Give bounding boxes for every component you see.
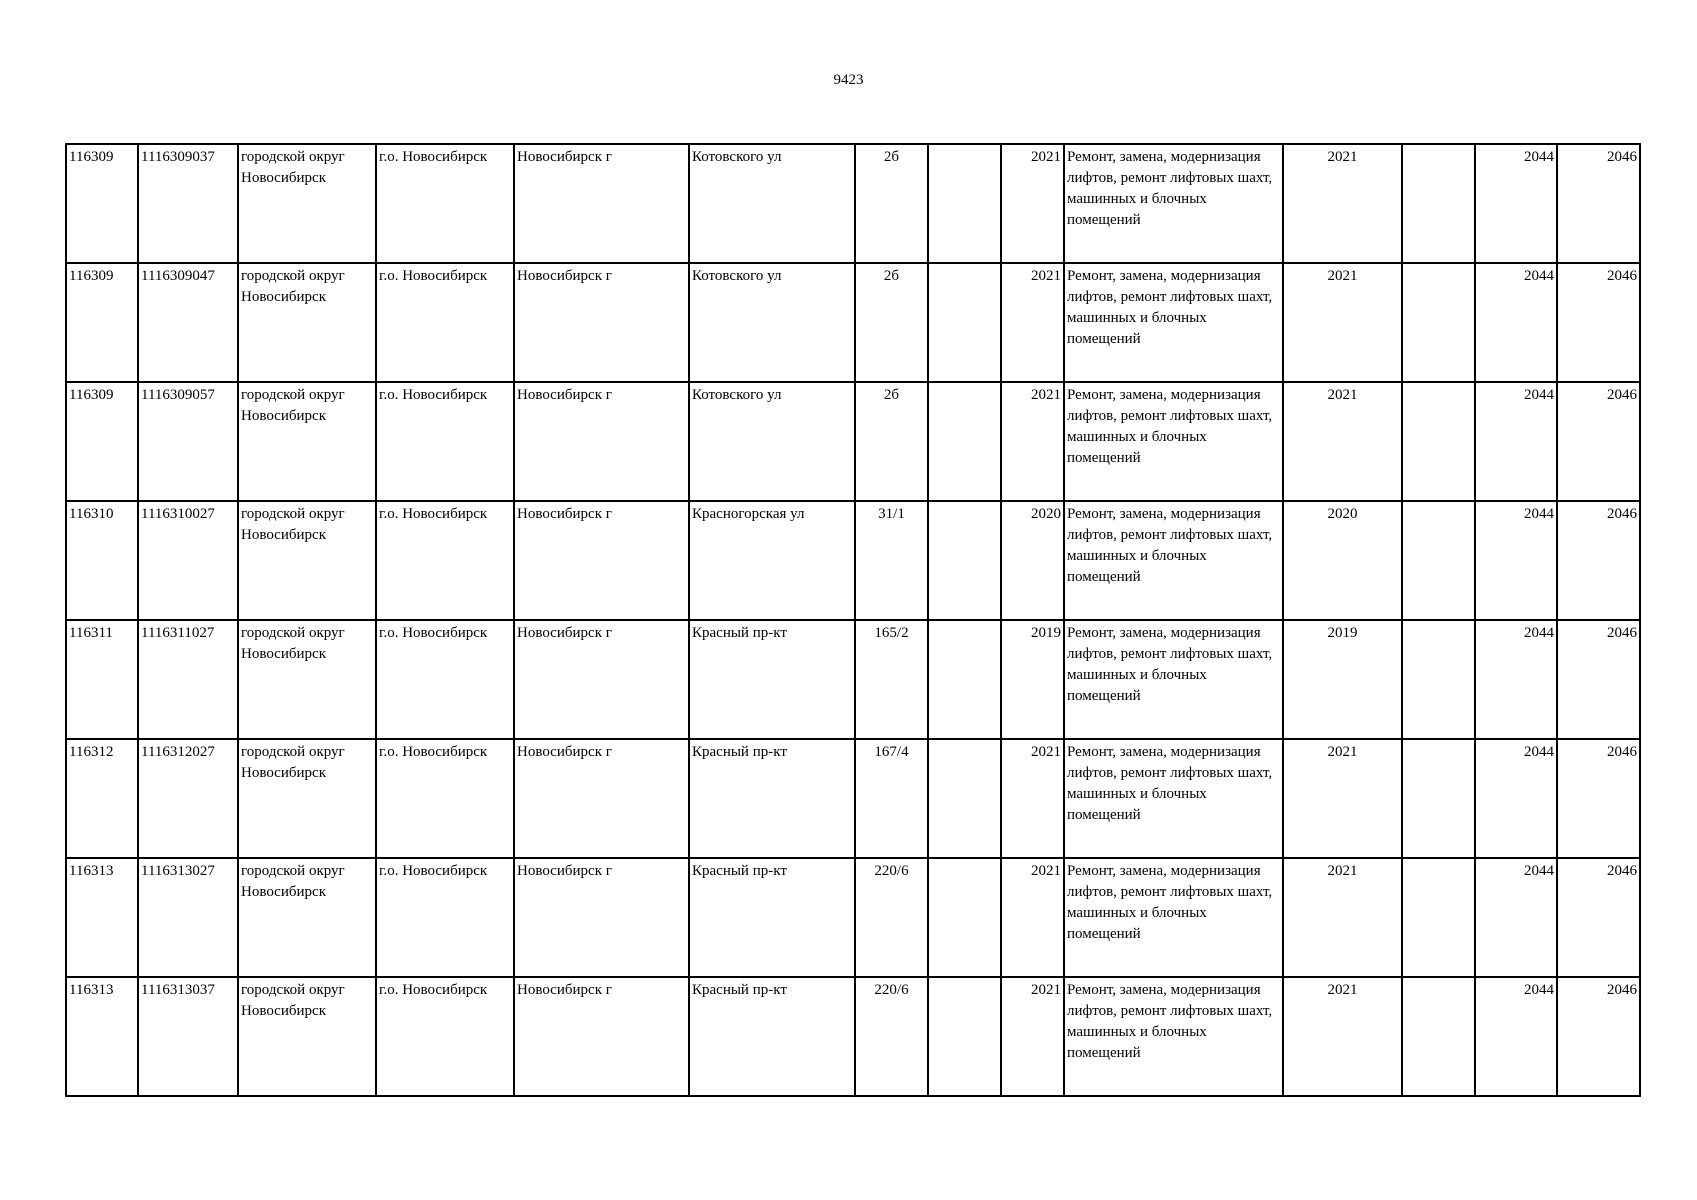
cell-year-work: 2020 bbox=[1283, 501, 1402, 620]
cell-city: Новосибирск г bbox=[514, 858, 689, 977]
cell-id: 116311 bbox=[66, 620, 138, 739]
cell-extra bbox=[928, 501, 1001, 620]
cell-year-work: 2021 bbox=[1283, 858, 1402, 977]
cell-blank bbox=[1402, 501, 1475, 620]
cell-year-work: 2019 bbox=[1283, 620, 1402, 739]
cell-year-plan: 2021 bbox=[1001, 977, 1064, 1096]
cell-code: 1116309037 bbox=[138, 144, 238, 263]
cell-house: 31/1 bbox=[855, 501, 928, 620]
cell-extra bbox=[928, 382, 1001, 501]
cell-municipality: городской округ Новосибирск bbox=[238, 144, 376, 263]
cell-blank bbox=[1402, 382, 1475, 501]
cell-year-plan: 2021 bbox=[1001, 858, 1064, 977]
cell-year-a: 2044 bbox=[1475, 620, 1557, 739]
cell-year-a: 2044 bbox=[1475, 977, 1557, 1096]
cell-work-type: Ремонт, замена, модернизация лифтов, ремонт лифтовых шахт, машинных и блочных помещений bbox=[1064, 858, 1283, 977]
cell-year-a: 2044 bbox=[1475, 858, 1557, 977]
cell-year-plan: 2021 bbox=[1001, 382, 1064, 501]
cell-year-work: 2021 bbox=[1283, 977, 1402, 1096]
cell-blank bbox=[1402, 977, 1475, 1096]
table-row bbox=[66, 382, 1640, 501]
cell-extra bbox=[928, 739, 1001, 858]
cell-code: 1116309057 bbox=[138, 382, 238, 501]
cell-city: Новосибирск г bbox=[514, 382, 689, 501]
cell-blank bbox=[1402, 620, 1475, 739]
cell-extra bbox=[928, 858, 1001, 977]
cell-code: 1116312027 bbox=[138, 739, 238, 858]
cell-house: 220/6 bbox=[855, 858, 928, 977]
cell-year-work: 2021 bbox=[1283, 144, 1402, 263]
cell-work-type: Ремонт, замена, модернизация лифтов, ремонт лифтовых шахт, машинных и блочных помещений bbox=[1064, 739, 1283, 858]
cell-street: Красный пр-кт bbox=[689, 739, 855, 858]
cell-municipality: городской округ Новосибирск bbox=[238, 739, 376, 858]
cell-year-b: 2046 bbox=[1557, 144, 1640, 263]
cell-city: Новосибирск г bbox=[514, 501, 689, 620]
cell-year-work: 2021 bbox=[1283, 382, 1402, 501]
cell-year-a: 2044 bbox=[1475, 382, 1557, 501]
cell-street: Красный пр-кт bbox=[689, 620, 855, 739]
cell-municipality: городской округ Новосибирск bbox=[238, 501, 376, 620]
cell-id: 116309 bbox=[66, 382, 138, 501]
cell-work-type: Ремонт, замена, модернизация лифтов, ремонт лифтовых шахт, машинных и блочных помещений bbox=[1064, 382, 1283, 501]
cell-house: 2б bbox=[855, 263, 928, 382]
cell-year-b: 2046 bbox=[1557, 382, 1640, 501]
cell-year-work: 2021 bbox=[1283, 739, 1402, 858]
cell-blank bbox=[1402, 858, 1475, 977]
cell-extra bbox=[928, 263, 1001, 382]
cell-code: 1116309047 bbox=[138, 263, 238, 382]
cell-id: 116309 bbox=[66, 263, 138, 382]
cell-street: Котовского ул bbox=[689, 144, 855, 263]
cell-street: Котовского ул bbox=[689, 382, 855, 501]
cell-settlement: г.о. Новосибирск bbox=[376, 501, 514, 620]
cell-year-plan: 2021 bbox=[1001, 739, 1064, 858]
register-body bbox=[66, 144, 1640, 1096]
cell-year-a: 2044 bbox=[1475, 739, 1557, 858]
table-row bbox=[66, 263, 1640, 382]
cell-work-type: Ремонт, замена, модернизация лифтов, ремонт лифтовых шахт, машинных и блочных помещений bbox=[1064, 263, 1283, 382]
table-row bbox=[66, 977, 1640, 1096]
table-row bbox=[66, 739, 1640, 858]
table-row bbox=[66, 858, 1640, 977]
cell-municipality: городской округ Новосибирск bbox=[238, 263, 376, 382]
cell-year-b: 2046 bbox=[1557, 858, 1640, 977]
cell-street: Котовского ул bbox=[689, 263, 855, 382]
cell-street: Красный пр-кт bbox=[689, 977, 855, 1096]
cell-extra bbox=[928, 977, 1001, 1096]
table-row bbox=[66, 501, 1640, 620]
cell-street: Красный пр-кт bbox=[689, 858, 855, 977]
cell-work-type: Ремонт, замена, модернизация лифтов, ремонт лифтовых шахт, машинных и блочных помещений bbox=[1064, 144, 1283, 263]
cell-id: 116309 bbox=[66, 144, 138, 263]
cell-code: 1116313037 bbox=[138, 977, 238, 1096]
cell-extra bbox=[928, 144, 1001, 263]
cell-house: 2б bbox=[855, 382, 928, 501]
page-number: 9423 bbox=[833, 72, 864, 88]
cell-year-plan: 2019 bbox=[1001, 620, 1064, 739]
cell-street: Красногорская ул bbox=[689, 501, 855, 620]
table-row bbox=[66, 144, 1640, 263]
cell-house: 220/6 bbox=[855, 977, 928, 1096]
cell-year-b: 2046 bbox=[1557, 739, 1640, 858]
cell-city: Новосибирск г bbox=[514, 263, 689, 382]
cell-municipality: городской округ Новосибирск bbox=[238, 620, 376, 739]
cell-house: 167/4 bbox=[855, 739, 928, 858]
cell-settlement: г.о. Новосибирск bbox=[376, 620, 514, 739]
cell-municipality: городской округ Новосибирск bbox=[238, 977, 376, 1096]
cell-year-a: 2044 bbox=[1475, 144, 1557, 263]
cell-code: 1116310027 bbox=[138, 501, 238, 620]
cell-extra bbox=[928, 620, 1001, 739]
cell-year-b: 2046 bbox=[1557, 977, 1640, 1096]
table-row bbox=[66, 620, 1640, 739]
cell-blank bbox=[1402, 739, 1475, 858]
cell-settlement: г.о. Новосибирск bbox=[376, 977, 514, 1096]
cell-city: Новосибирск г bbox=[514, 739, 689, 858]
cell-code: 1116313027 bbox=[138, 858, 238, 977]
cell-id: 116310 bbox=[66, 501, 138, 620]
cell-city: Новосибирск г bbox=[514, 977, 689, 1096]
cell-year-plan: 2020 bbox=[1001, 501, 1064, 620]
cell-year-work: 2021 bbox=[1283, 263, 1402, 382]
cell-settlement: г.о. Новосибирск bbox=[376, 263, 514, 382]
cell-house: 165/2 bbox=[855, 620, 928, 739]
cell-blank bbox=[1402, 144, 1475, 263]
cell-settlement: г.о. Новосибирск bbox=[376, 382, 514, 501]
cell-blank bbox=[1402, 263, 1475, 382]
cell-id: 116312 bbox=[66, 739, 138, 858]
cell-year-a: 2044 bbox=[1475, 263, 1557, 382]
cell-code: 1116311027 bbox=[138, 620, 238, 739]
cell-year-b: 2046 bbox=[1557, 263, 1640, 382]
cell-year-plan: 2021 bbox=[1001, 144, 1064, 263]
cell-city: Новосибирск г bbox=[514, 144, 689, 263]
cell-house: 2б bbox=[855, 144, 928, 263]
cell-work-type: Ремонт, замена, модернизация лифтов, ремонт лифтовых шахт, машинных и блочных помещений bbox=[1064, 977, 1283, 1096]
cell-year-a: 2044 bbox=[1475, 501, 1557, 620]
cell-id: 116313 bbox=[66, 977, 138, 1096]
cell-city: Новосибирск г bbox=[514, 620, 689, 739]
cell-municipality: городской округ Новосибирск bbox=[238, 382, 376, 501]
register-table bbox=[65, 143, 1641, 1097]
cell-work-type: Ремонт, замена, модернизация лифтов, ремонт лифтовых шахт, машинных и блочных помещений bbox=[1064, 620, 1283, 739]
cell-municipality: городской округ Новосибирск bbox=[238, 858, 376, 977]
cell-year-b: 2046 bbox=[1557, 501, 1640, 620]
cell-settlement: г.о. Новосибирск bbox=[376, 858, 514, 977]
cell-year-plan: 2021 bbox=[1001, 263, 1064, 382]
cell-id: 116313 bbox=[66, 858, 138, 977]
cell-settlement: г.о. Новосибирск bbox=[376, 144, 514, 263]
cell-settlement: г.о. Новосибирск bbox=[376, 739, 514, 858]
cell-year-b: 2046 bbox=[1557, 620, 1640, 739]
cell-work-type: Ремонт, замена, модернизация лифтов, ремонт лифтовых шахт, машинных и блочных помещений bbox=[1064, 501, 1283, 620]
